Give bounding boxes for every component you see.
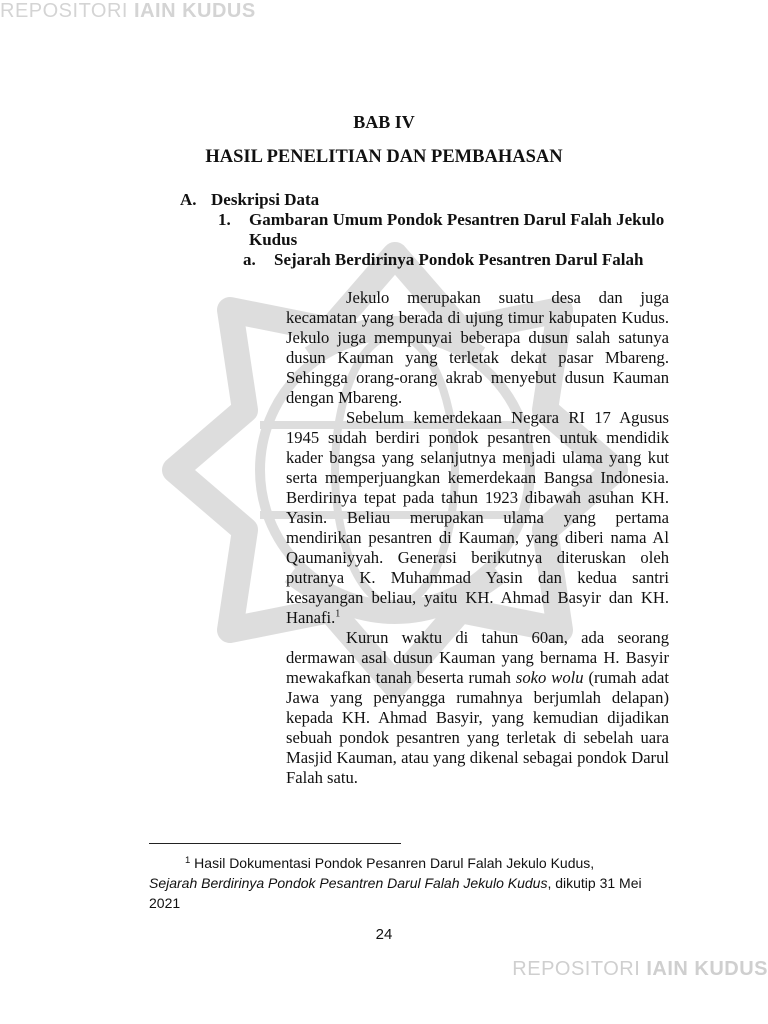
- watermark-top: [0, 0, 256, 23]
- watermark-bottom-suffix: IAIN KUDUS: [646, 958, 768, 980]
- footnote-italic: Sejarah Berdirinya Pondok Pesantren Darul Falah Jekulo Kudus: [149, 875, 548, 891]
- watermark-bottom-prefix: REPOSITORI: [512, 958, 647, 980]
- paragraph-3: [286, 628, 669, 788]
- footnote-continuation: [149, 873, 669, 913]
- subsubsection-heading: [243, 250, 673, 270]
- footnote-reference[interactable]: 1: [335, 608, 341, 620]
- subsection-label: 1.: [218, 210, 231, 229]
- footnote-body: [149, 853, 669, 873]
- body-text: [286, 288, 669, 788]
- chapter-title: HASIL PENELITIAN DAN PEMBAHASAN: [205, 147, 563, 167]
- watermark-top-prefix: REPOSITORI: [0, 0, 135, 22]
- watermark-bottom: [512, 958, 768, 981]
- paragraph-3-text-a: Kurun waktu di tahun 60an, ada seorang dermawan asal dusun Kauman yang bernama H. Basyir mewakafkan tanah beserta rumah: [286, 628, 669, 687]
- footnote-divider: [149, 843, 401, 844]
- footnote-text-b: , dikutip 31 Mei 2021: [149, 875, 642, 911]
- chapter-number: BAB IV: [353, 112, 415, 132]
- paragraph-2-text: Sebelum kemerdekaan Negara RI 17 Agusus 1945 sudah berdiri pondok pesantren untuk mendidik kader bangsa yang selanjutnya menjadi ulama yang kut serta memperjuangkan kemerdekaan Bangsa Indonesia. Berdirinya tepat pada tahun 1923 dibawah asuhan KH. Yasin. Beliau merupakan ulama yang pertama mendirikan pesantren di Kauman, yang diberi nama Al Qaumaniyyah. Generasi berikutnya diteruskan oleh putranya K. Muhammad Yasin dan kedua santri kesayangan beliau, yaitu KH. Ahmad Basyir dan KH. Hanafi.: [286, 408, 669, 627]
- section-label: A.: [180, 190, 197, 209]
- paragraph-1: Jekulo merupakan suatu desa dan juga kecamatan yang berada di ujung timur kabupaten Kudus. Jekulo juga mempunyai beberapa dusun salah satunya dusun Kauman yang terletak dekat pasar Mbareng. Sehingga orang-orang akrab menyebut dusun Kauman dengan Mbareng.: [286, 288, 669, 407]
- paragraph-3-italic: soko wolu: [515, 668, 584, 687]
- paragraph-3-text-b: (rumah adat Jawa yang penyangga rumahnya berjumlah delapan) kepada KH. Ahmad Basyir, yang kemudian dijadikan sebuah pondok pesantren yang terletak di sebelah uara Masjid Kauman, atau yang dikenal sebagai pondok Darul Falah satu.: [286, 668, 669, 787]
- page-number: 24: [375, 926, 393, 943]
- watermark-top-suffix: IAIN KUDUS: [134, 0, 256, 22]
- subsection-title: Gambaran Umum Pondok Pesantren Darul Falah Jekulo Kudus: [249, 210, 665, 249]
- paragraph-2: [286, 408, 669, 628]
- subsubsection-title: Sejarah Berdirinya Pondok Pesantren Darul Falah: [274, 250, 644, 269]
- subsubsection-label: a.: [243, 250, 256, 269]
- footnote: [149, 853, 669, 913]
- footnote-number: 1: [185, 855, 191, 866]
- section-heading: [180, 190, 319, 210]
- section-title: Deskripsi Data: [211, 190, 320, 209]
- footnote-text-a: Hasil Dokumentasi Pondok Pesanren Darul Falah Jekulo Kudus,: [190, 855, 595, 871]
- subsection-heading: [218, 210, 668, 250]
